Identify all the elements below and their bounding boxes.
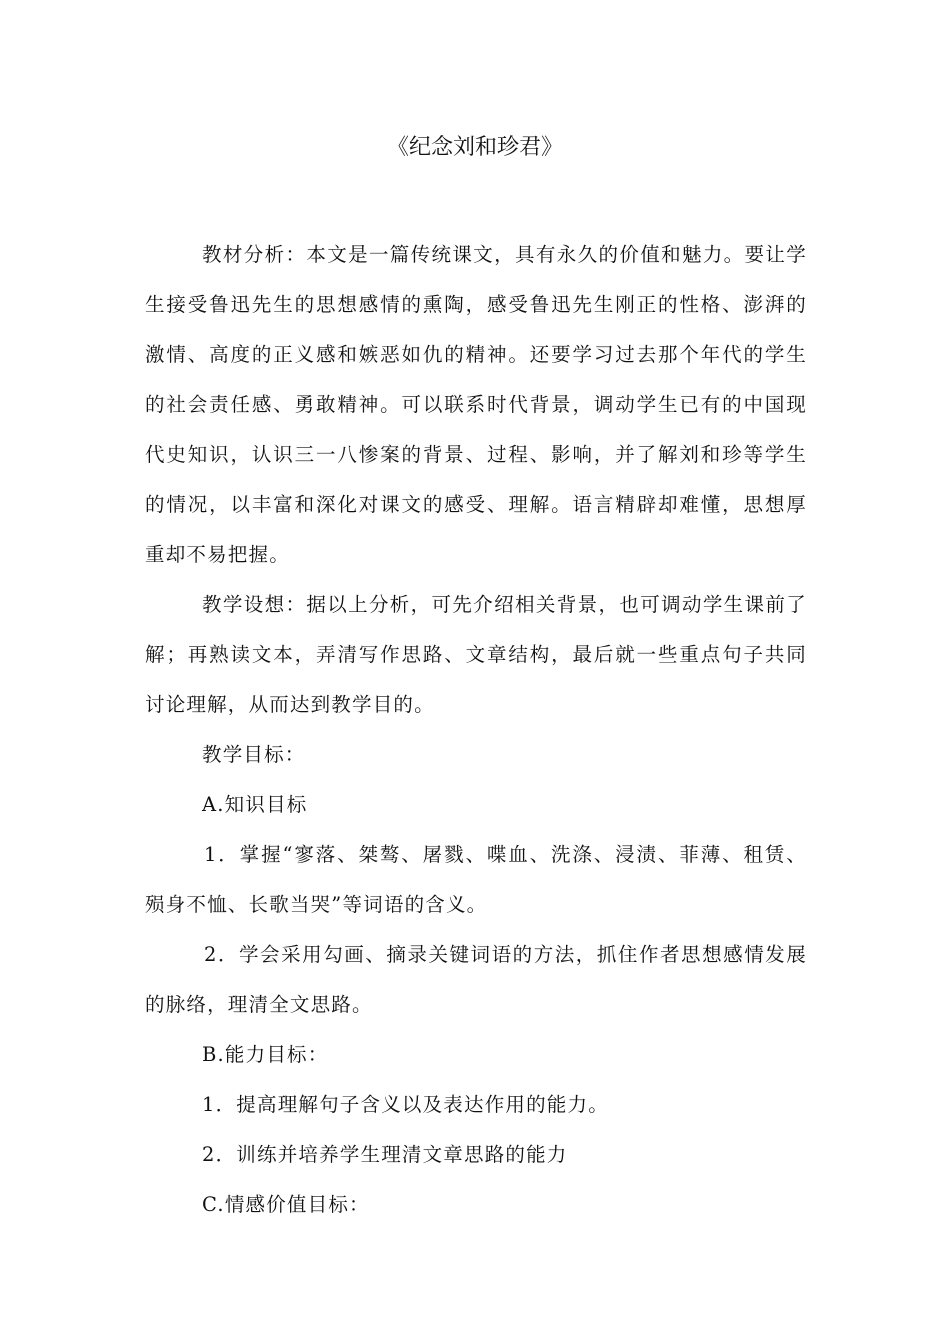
paragraph-teaching-concept: 教学设想：据以上分析，可先介绍相关背景，也可调动学生课前了解；再熟读文本，弄清写作思路、文章结构，最后就一些重点句子共同讨论理解，从而达到教学目的。 bbox=[145, 593, 807, 716]
list-item-ability-2: 2．训练并培养学生理清文章思路的能力 bbox=[202, 1143, 568, 1166]
heading-emotional-value-objectives: C.情感价值目标： bbox=[202, 1193, 370, 1216]
heading-teaching-objectives: 教学目标： bbox=[202, 743, 306, 766]
paragraph-textbook-analysis: 教材分析：本文是一篇传统课文，具有永久的价值和魅力。要让学生接受鲁迅先生的思想感情的熏陶，感受鲁迅先生刚正的性格、澎湃的激情、高度的正义感和嫉恶如仇的精神。还要学习过去那个年代的学生的社会责任感、勇敢精神。可以联系时代背景，调动学生已有的中国现代史知识，认识三一八惨案的背景、过程、影响，并了解刘和珍等学生的情况，以丰富和深化对课文的感受、理解。语言精辟却难懂，思想厚重却不易把握。 bbox=[145, 243, 807, 566]
heading-knowledge-objectives: A.知识目标 bbox=[202, 793, 308, 816]
list-item-knowledge-1: 1．掌握“寥落、桀骜、屠戮、喋血、洗涤、浸渍、菲薄、租赁、殒身不恤、长歌当哭”等词语的含义。 bbox=[145, 843, 807, 916]
document-body bbox=[145, 230, 807, 1230]
list-item-ability-1: 1．提高理解句子含义以及表达作用的能力。 bbox=[202, 1093, 609, 1116]
heading-ability-objectives: B.能力目标： bbox=[202, 1043, 329, 1066]
list-item-knowledge-2: 2．学会采用勾画、摘录关键词语的方法，抓住作者思想感情发展的脉络，理清全文思路。 bbox=[145, 943, 807, 1016]
document-title: 《纪念刘和珍君》 bbox=[386, 135, 563, 160]
